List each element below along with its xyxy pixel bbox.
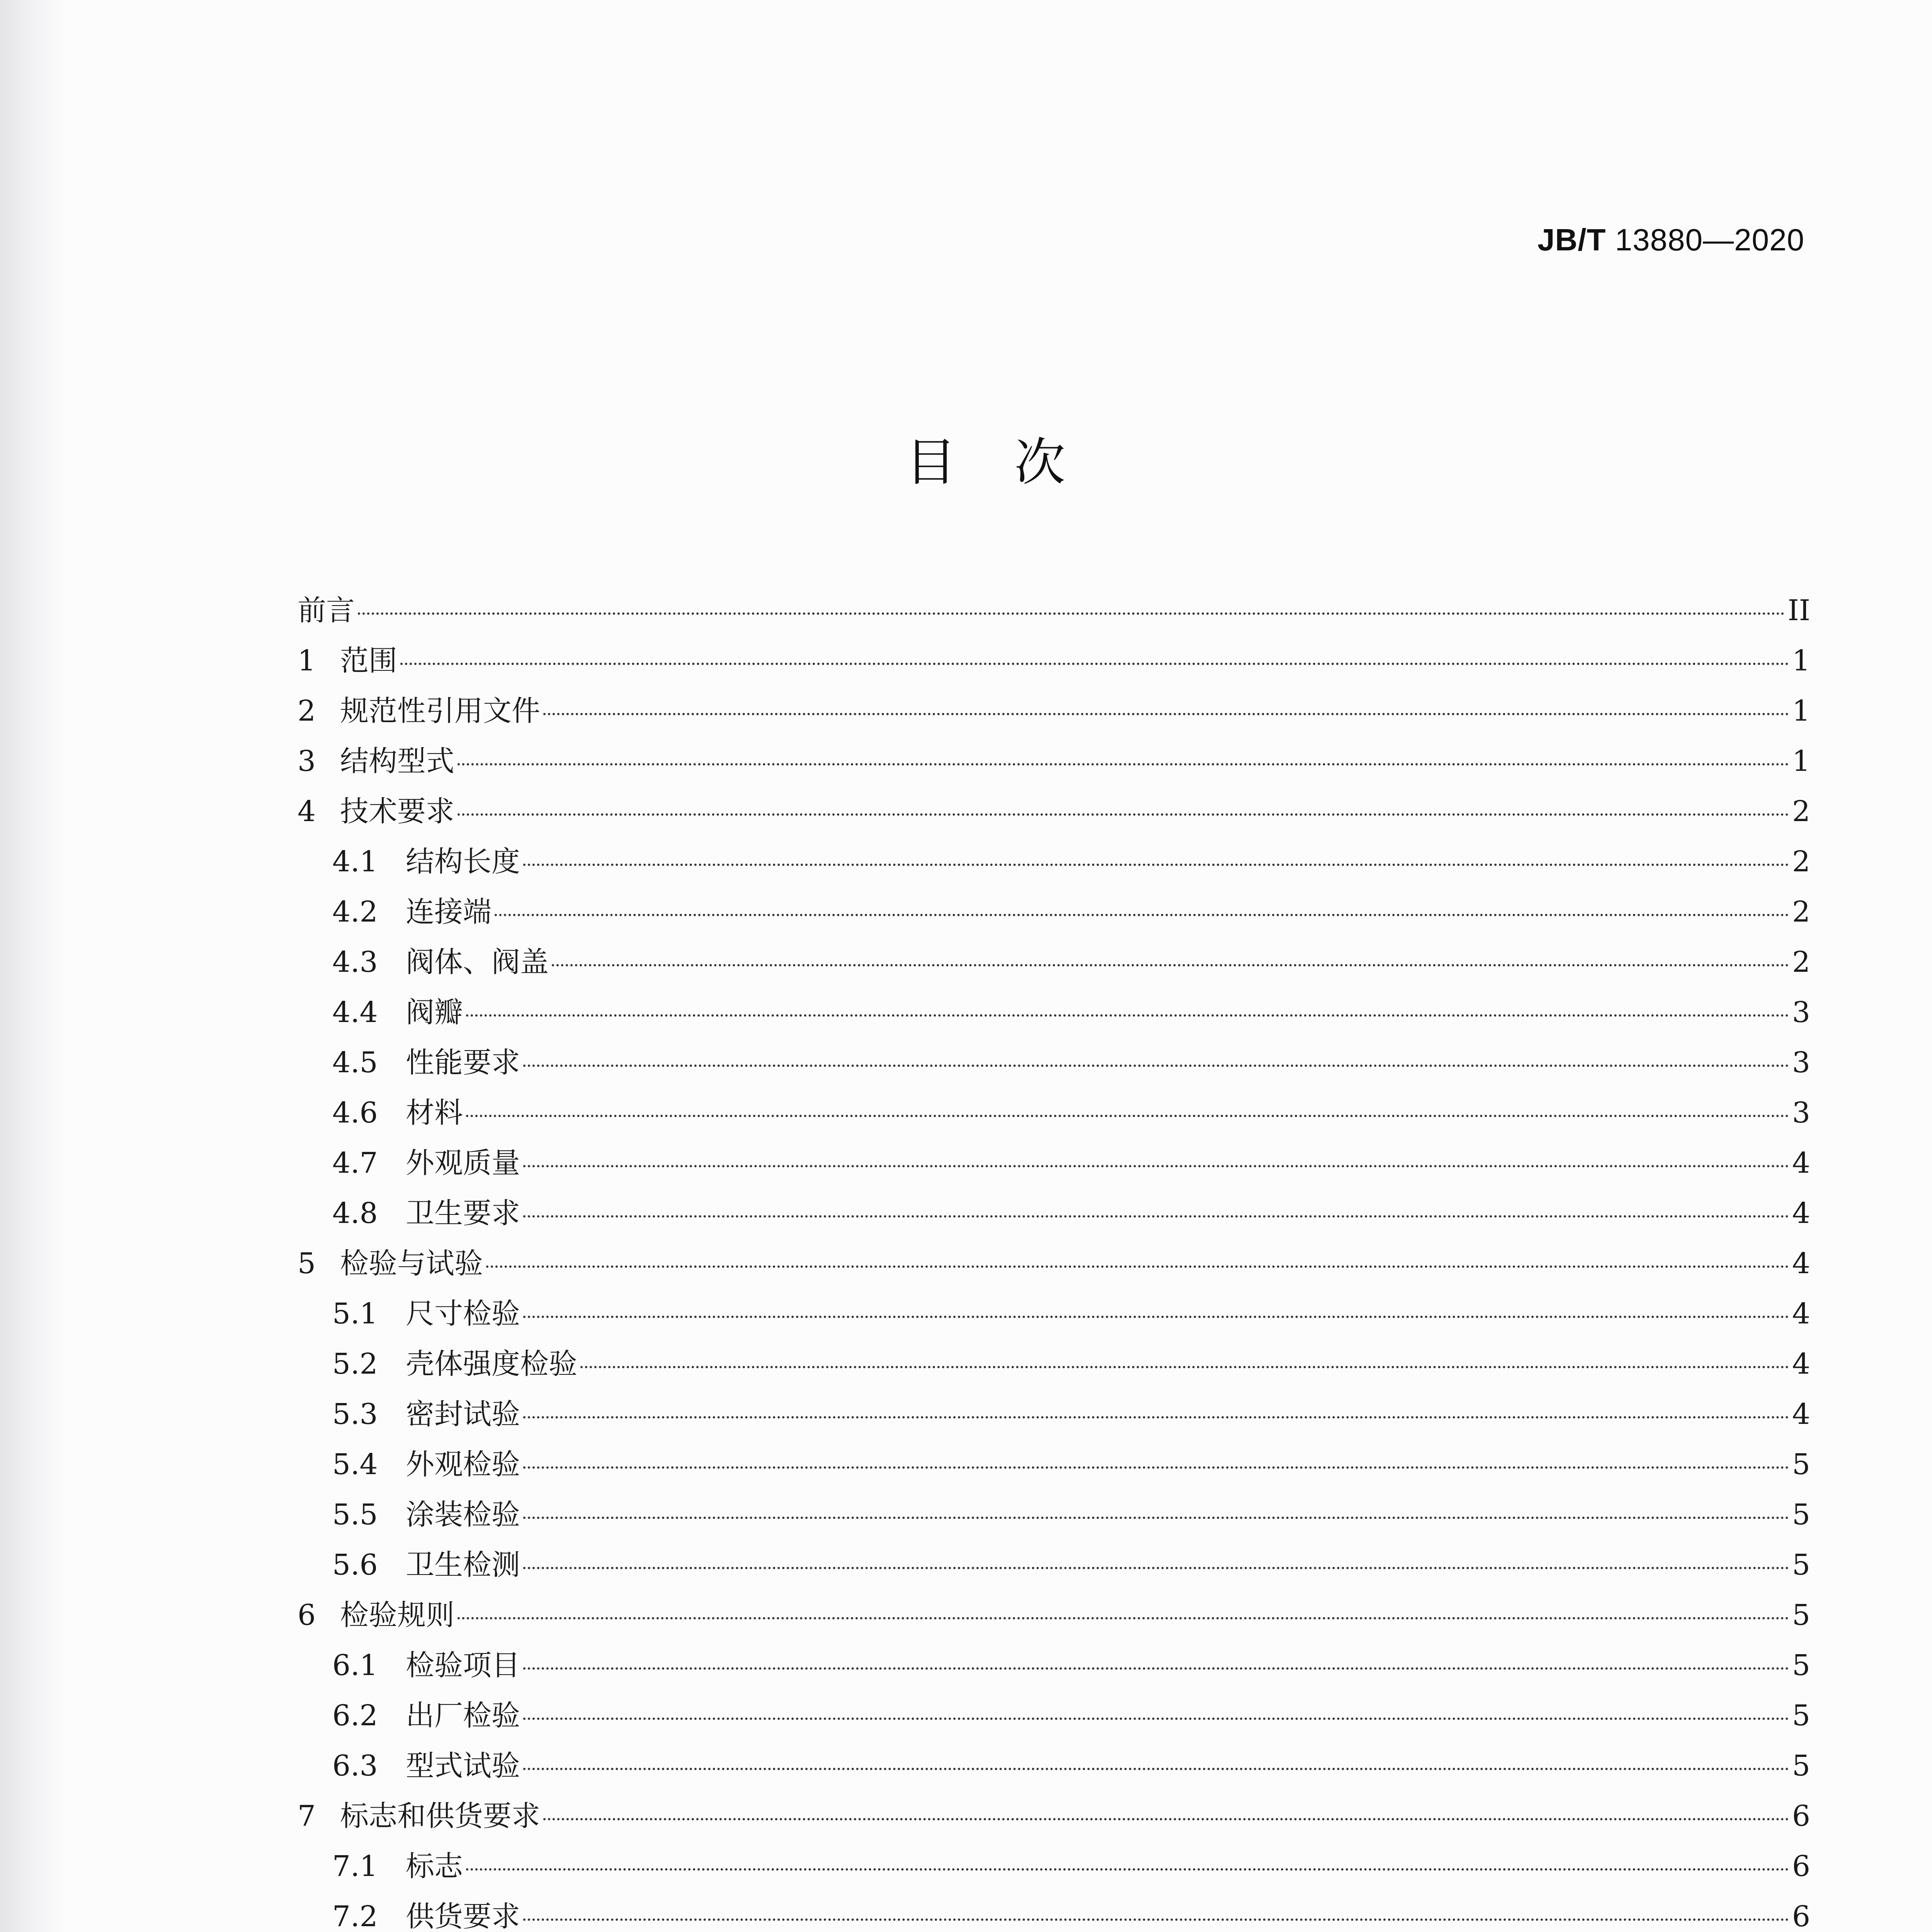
table-of-contents — [298, 585, 1810, 1932]
toc-entry[interactable] — [298, 1238, 1810, 1289]
toc-entry[interactable] — [298, 1037, 1810, 1088]
toc-entry-number: 7.2 — [332, 1900, 378, 1932]
toc-entry-number: 7 — [298, 1799, 316, 1833]
toc-entry-label: 外观检验 — [406, 1448, 520, 1481]
toc-entry[interactable] — [298, 585, 1810, 636]
toc-entry-page: 3 — [1792, 996, 1810, 1029]
toc-entry-label: 密封试验 — [406, 1398, 520, 1431]
dot-leader — [466, 1115, 1789, 1117]
toc-entry-page: 4 — [1792, 1197, 1810, 1230]
toc-entry-page: 5 — [1792, 1699, 1810, 1732]
toc-entry-label: 阀体、阀盖 — [406, 946, 549, 979]
dot-leader — [523, 864, 1789, 866]
toc-entry[interactable] — [298, 1891, 1810, 1932]
dot-leader — [523, 1416, 1789, 1418]
toc-entry[interactable] — [298, 1841, 1810, 1891]
toc-entry-number: 4.5 — [332, 1046, 378, 1079]
dot-leader — [523, 1918, 1789, 1921]
toc-entry[interactable] — [298, 686, 1810, 736]
toc-entry[interactable] — [298, 1640, 1810, 1690]
toc-entry-page: 4 — [1792, 1398, 1810, 1431]
toc-entry[interactable] — [298, 1690, 1810, 1741]
toc-entry[interactable] — [298, 1088, 1810, 1138]
toc-entry-number: 6.3 — [332, 1749, 378, 1782]
toc-entry[interactable] — [298, 636, 1810, 686]
toc-entry-number: 5.6 — [332, 1548, 378, 1582]
dot-leader — [523, 1768, 1789, 1770]
toc-entry-page: 2 — [1792, 946, 1810, 979]
toc-entry-number: 6.2 — [332, 1699, 378, 1732]
toc-entry[interactable] — [298, 1188, 1810, 1238]
dot-leader — [523, 1667, 1789, 1670]
toc-entry[interactable] — [298, 1339, 1810, 1389]
toc-entry-label: 外观质量 — [406, 1146, 520, 1180]
dot-leader — [358, 612, 1785, 615]
toc-entry-page: 5 — [1792, 1649, 1810, 1682]
standard-prefix: JB/T — [1537, 223, 1606, 257]
toc-entry-label: 供货要求 — [406, 1900, 520, 1932]
toc-entry[interactable] — [298, 887, 1810, 937]
toc-entry-page: 5 — [1792, 1749, 1810, 1782]
dot-leader — [457, 763, 1789, 765]
toc-entry[interactable] — [298, 1741, 1810, 1791]
toc-entry-number: 4.3 — [332, 946, 378, 979]
toc-entry-number: 3 — [298, 745, 316, 778]
toc-entry-label: 涂装检验 — [406, 1498, 520, 1531]
dot-leader — [580, 1366, 1789, 1368]
toc-entry-label: 标志和供货要求 — [340, 1799, 540, 1833]
toc-entry-page: 5 — [1792, 1448, 1810, 1481]
dot-leader — [523, 1165, 1789, 1167]
toc-entry[interactable] — [298, 1389, 1810, 1439]
toc-entry-label: 连接端 — [406, 895, 492, 929]
toc-entry-page: 6 — [1792, 1799, 1810, 1833]
toc-entry-label: 阀瓣 — [406, 996, 463, 1029]
toc-entry-label: 壳体强度检验 — [406, 1347, 577, 1381]
toc-entry-page: 6 — [1792, 1850, 1810, 1883]
toc-entry-number: 2 — [298, 694, 316, 728]
toc-entry-number: 6 — [298, 1599, 316, 1632]
toc-entry-label: 出厂检验 — [406, 1699, 520, 1732]
toc-entry-label: 性能要求 — [406, 1046, 520, 1079]
toc-entry-page: 2 — [1792, 845, 1810, 878]
toc-entry[interactable] — [298, 1490, 1810, 1540]
toc-entry[interactable] — [298, 987, 1810, 1037]
toc-entry-label: 卫生要求 — [406, 1197, 520, 1230]
toc-entry-page: 1 — [1792, 694, 1810, 728]
toc-entry-number: 7.1 — [332, 1850, 378, 1883]
dot-leader — [523, 1215, 1789, 1218]
toc-entry-number: 4.1 — [332, 845, 378, 878]
toc-entry-page: II — [1787, 594, 1810, 627]
toc-entry-page: 2 — [1792, 795, 1810, 828]
toc-entry-label: 结构型式 — [340, 745, 454, 778]
toc-entry[interactable] — [298, 837, 1810, 887]
dot-leader — [552, 964, 1789, 966]
standard-code — [1537, 222, 1804, 258]
toc-entry-page: 3 — [1792, 1046, 1810, 1079]
dot-leader — [457, 813, 1789, 816]
toc-entry-number: 4.6 — [332, 1096, 378, 1129]
toc-entry-number: 5.3 — [332, 1398, 378, 1431]
toc-entry-number: 5 — [298, 1247, 316, 1280]
toc-entry-number: 1 — [298, 644, 316, 677]
dot-leader — [543, 1818, 1789, 1820]
toc-entry[interactable] — [298, 1540, 1810, 1590]
toc-entry-page: 1 — [1792, 644, 1810, 677]
toc-entry-number: 6.1 — [332, 1649, 378, 1682]
toc-entry-number: 5.2 — [332, 1347, 378, 1381]
dot-leader — [466, 1014, 1789, 1017]
toc-entry-label: 标志 — [406, 1850, 463, 1883]
dot-leader — [486, 1265, 1789, 1268]
toc-entry-label: 尺寸检验 — [406, 1297, 520, 1330]
toc-entry[interactable] — [298, 937, 1810, 987]
dot-leader — [466, 1868, 1789, 1871]
toc-entry-label: 规范性引用文件 — [340, 694, 540, 728]
toc-entry-label: 检验项目 — [406, 1649, 520, 1682]
dot-leader — [523, 1718, 1789, 1720]
toc-entry-number: 4.2 — [332, 895, 378, 929]
dot-leader — [400, 663, 1789, 665]
toc-entry[interactable] — [298, 786, 1810, 837]
toc-entry[interactable] — [298, 1289, 1810, 1339]
dot-leader — [523, 1567, 1789, 1569]
toc-entry-page: 1 — [1792, 745, 1810, 778]
toc-entry-number: 5.5 — [332, 1498, 378, 1531]
toc-entry-label: 技术要求 — [340, 795, 454, 828]
toc-entry-number: 4.7 — [332, 1146, 378, 1180]
toc-entry-number: 5.1 — [332, 1297, 378, 1330]
toc-entry-page: 5 — [1792, 1498, 1810, 1531]
toc-entry-number: 4.4 — [332, 996, 378, 1029]
toc-entry-label: 检验与试验 — [340, 1247, 483, 1280]
toc-entry[interactable] — [298, 736, 1810, 786]
toc-entry-label: 前言 — [298, 594, 355, 627]
toc-entry[interactable] — [298, 1791, 1810, 1841]
toc-entry-page: 6 — [1792, 1900, 1810, 1932]
toc-entry[interactable] — [298, 1439, 1810, 1490]
dot-leader — [495, 914, 1789, 916]
toc-entry-number: 4.8 — [332, 1197, 378, 1230]
toc-entry-label: 卫生检测 — [406, 1548, 520, 1582]
dot-leader — [523, 1517, 1789, 1519]
dot-leader — [523, 1316, 1789, 1318]
toc-entry[interactable] — [298, 1590, 1810, 1640]
toc-entry-label: 检验规则 — [340, 1599, 454, 1632]
toc-entry-label: 范围 — [340, 644, 397, 677]
dot-leader — [543, 713, 1789, 715]
dot-leader — [523, 1065, 1789, 1067]
toc-entry-page: 5 — [1792, 1548, 1810, 1582]
toc-entry-page: 4 — [1792, 1247, 1810, 1280]
dot-leader — [523, 1466, 1789, 1469]
toc-entry-label: 型式试验 — [406, 1749, 520, 1782]
dot-leader — [457, 1617, 1789, 1619]
standard-number: 13880—2020 — [1606, 223, 1804, 257]
toc-entry-page: 4 — [1792, 1146, 1810, 1180]
toc-entry-page: 2 — [1792, 895, 1810, 929]
toc-entry-page: 3 — [1792, 1096, 1810, 1129]
page-title: 目次 — [905, 433, 1123, 492]
toc-entry-label: 材料 — [406, 1096, 463, 1129]
toc-entry-number: 5.4 — [332, 1448, 378, 1481]
toc-entry-number: 4 — [298, 795, 316, 828]
toc-entry-page: 5 — [1792, 1599, 1810, 1632]
toc-entry-page: 4 — [1792, 1297, 1810, 1330]
toc-entry-page: 4 — [1792, 1347, 1810, 1381]
toc-entry[interactable] — [298, 1138, 1810, 1188]
toc-entry-label: 结构长度 — [406, 845, 520, 878]
